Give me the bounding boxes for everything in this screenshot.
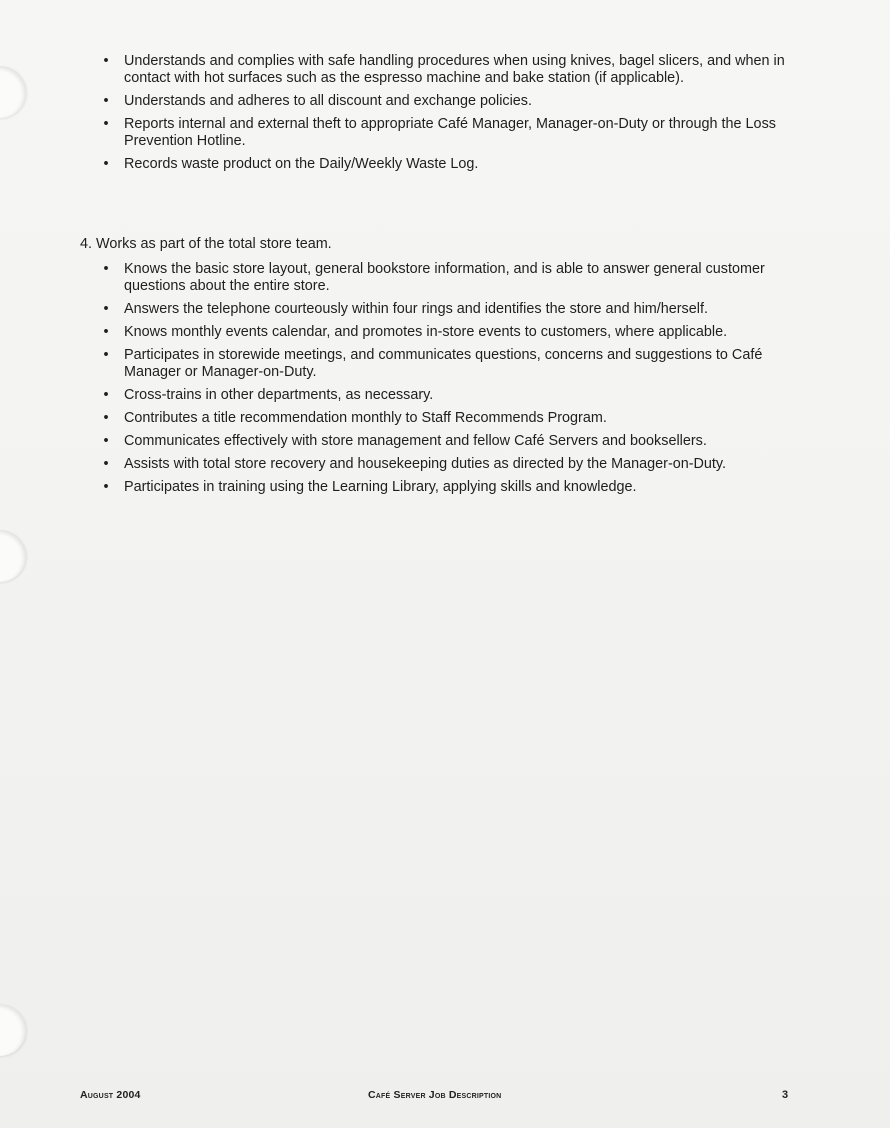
page-number: 3 (782, 1089, 789, 1101)
bullet-dot: • (103, 456, 109, 472)
bullet-text: Contributes a title recommendation monthly to Staff Recommends Program. (124, 410, 607, 426)
footer-document-title: Café Server Job Description (368, 1089, 502, 1101)
bullet-dot: • (103, 261, 109, 277)
list-item (101, 324, 784, 341)
bullet-text: Understands and complies with safe handling procedures when using knives, bagel slicers, and when in contact with hot surfaces such as the espresso machine and bake station (if applicable). (124, 53, 785, 86)
list-item (101, 410, 813, 427)
binder-hole (0, 1004, 26, 1056)
bullet-text: Cross-trains in other departments, as necessary. (124, 387, 434, 403)
bullet-dot: • (103, 433, 109, 449)
bullet-dot: • (103, 347, 109, 363)
bullet-text: Participates in training using the Learning Library, applying skills and knowledge. (124, 479, 637, 495)
list-item (101, 93, 801, 110)
bullet-text: Understands and adheres to all discount and exchange policies. (124, 93, 533, 109)
list-item (101, 387, 813, 404)
continued-bullet-list (101, 53, 801, 179)
bullet-text: Communicates effectively with store management and fellow Café Servers and booksellers. (124, 433, 707, 449)
section4-bullet-list (101, 261, 813, 502)
bullet-text: Participates in storewide meetings, and communicates questions, concerns and suggestions to Café Manager or Manager-on-Duty. (124, 347, 763, 380)
bullet-dot: • (103, 116, 109, 132)
list-item (101, 301, 754, 318)
footer-date: August 2004 (80, 1089, 141, 1101)
binder-hole (0, 66, 26, 118)
bullet-dot: • (103, 301, 109, 317)
bullet-text: Assists with total store recovery and housekeeping duties as directed by the Manager-on-Duty. (124, 456, 727, 472)
bullet-text: Knows monthly events calendar, and promotes in-store events to customers, where applicable. (124, 324, 728, 340)
bullet-text: Knows the basic store layout, general bookstore information, and is able to answer general customer questions about the entire store. (124, 261, 765, 294)
bullet-dot: • (103, 156, 109, 172)
binder-hole (0, 530, 26, 582)
bullet-dot: • (103, 324, 109, 340)
section-heading: 4. Works as part of the total store team. (80, 236, 332, 252)
list-item (101, 479, 813, 496)
list-item (101, 347, 764, 381)
list-item (101, 433, 754, 450)
list-item (101, 53, 814, 87)
bullet-dot: • (103, 410, 109, 426)
bullet-dot: • (103, 387, 109, 403)
bullet-text: Reports internal and external theft to appropriate Café Manager, Manager-on-Duty or through the Loss Prevention Hotline. (124, 116, 776, 149)
list-item (101, 261, 784, 295)
bullet-text: Records waste product on the Daily/Weekly Waste Log. (124, 156, 479, 172)
bullet-dot: • (103, 479, 109, 495)
list-item (101, 116, 809, 150)
list-item (101, 456, 824, 473)
list-item (101, 156, 801, 173)
bullet-dot: • (103, 53, 109, 69)
bullet-dot: • (103, 93, 109, 109)
bullet-text: Answers the telephone courteously within four rings and identifies the store and him/herself. (124, 301, 708, 317)
